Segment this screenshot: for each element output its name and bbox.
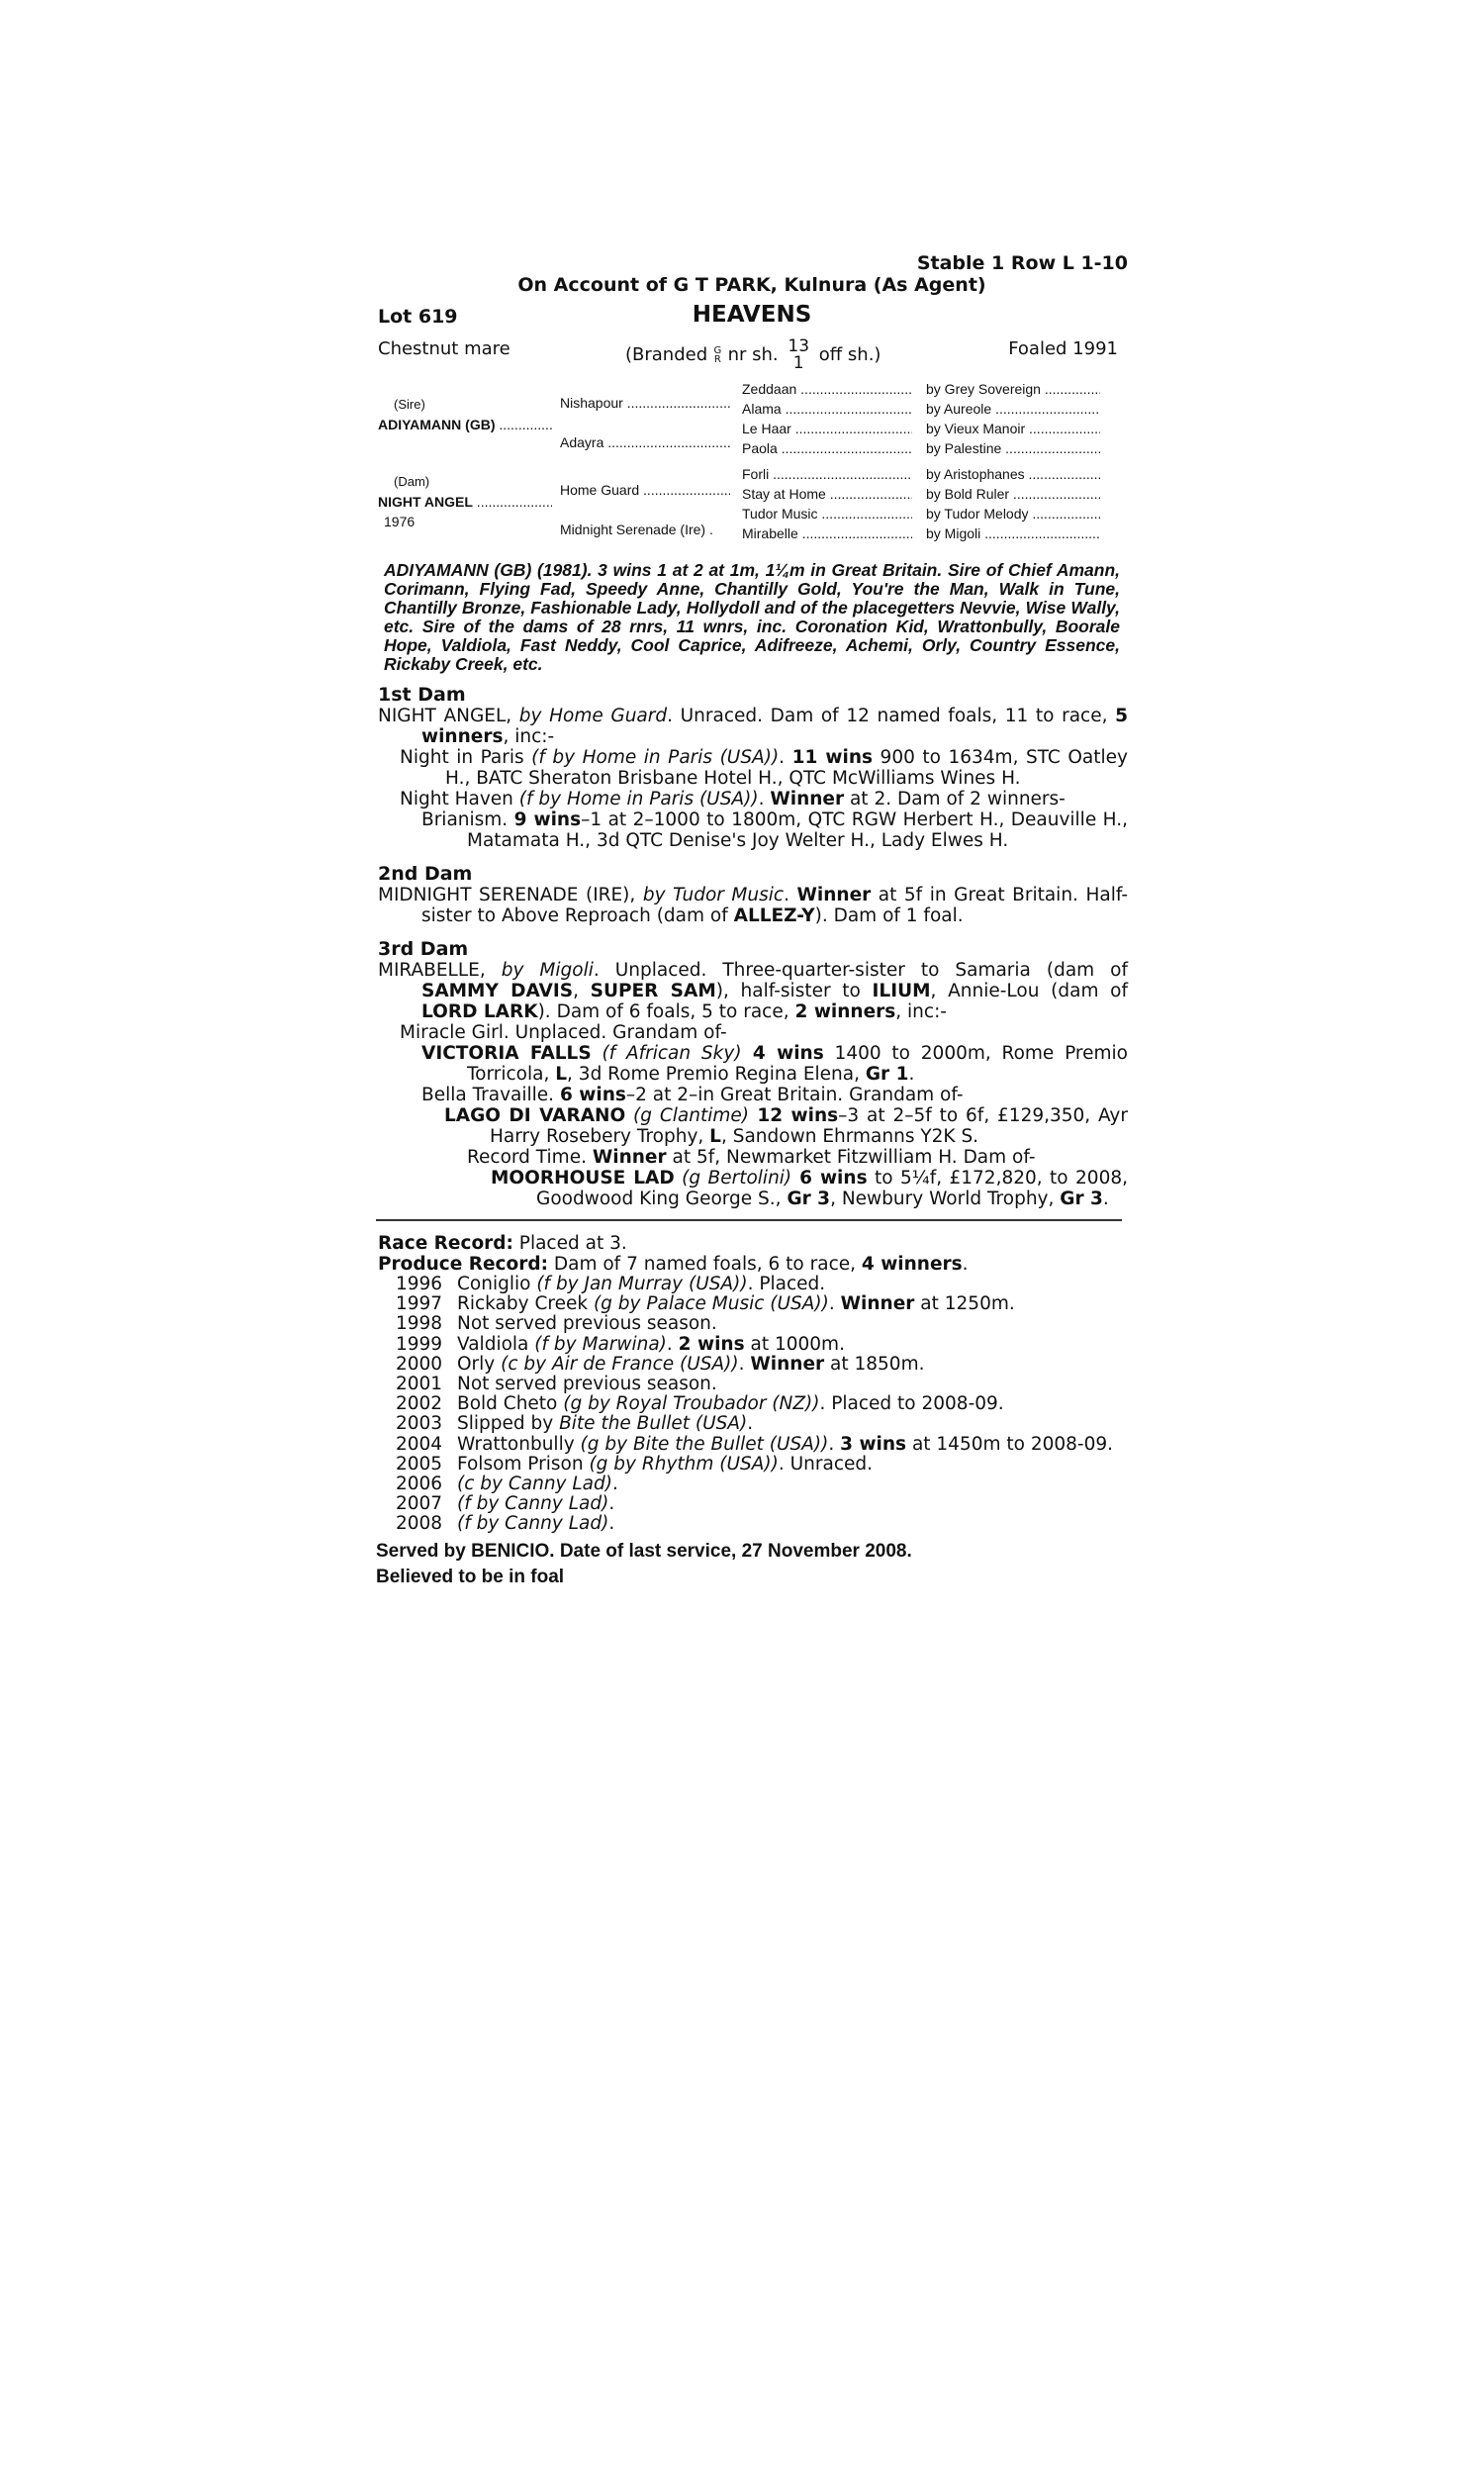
black-type-name: ALLEZ-Y [733,905,815,926]
b1-name: by Grey Sovereign [926,381,1041,397]
produce-record-label: Produce Record: [378,1254,548,1275]
sire-name-cell [378,417,554,432]
dot-leader [798,525,912,541]
first-dam-heading: 1st Dam [378,684,466,706]
dam-summary: ), half-sister to [715,981,873,1001]
punct: . [908,1064,915,1085]
sire-dam-cell [560,434,730,450]
g1-cell [742,381,912,397]
dot-leader [1009,486,1100,502]
foal-name: Bold Cheto [457,1393,564,1415]
dot-leader [1041,381,1100,397]
dam-summary: ). Dam of 6 foals, 5 to race, [537,1001,795,1022]
third-dam-text [376,960,1128,1022]
g6-name: Stay at Home [742,486,826,502]
wins: 11 wins [791,747,874,768]
wins: 12 wins [749,1105,839,1126]
dam-name-cell [378,494,552,510]
winners-count: 4 winners [861,1254,963,1275]
dot-leader [495,417,554,432]
third-dam-heading: 3rd Dam [378,938,469,960]
foal-wins: 3 wins [840,1433,907,1455]
group-race: Gr 3 [787,1189,831,1209]
offspring-record: , 3d Rome Premio Regina Elena, [567,1064,866,1085]
dam-sire-text: by Tudor Music [642,885,785,905]
offspring-sire: (f by Home in Paris (USA)) [518,789,759,809]
foal-name: Rickaby Creek [457,1293,594,1315]
foal-record: . [738,1353,751,1375]
race-record-label: Race Record: [378,1233,513,1254]
produce-row [396,1394,1128,1414]
foal-sire: (g by Rhythm (USA)) [589,1453,779,1475]
dam-summary: at 5f in Great Britain. Half-sister to Above Reproach (dam of [421,885,1129,926]
offspring-sire: (f African Sky) [591,1043,742,1064]
offspring-name: Night Haven [400,789,519,809]
foal-year: 1999 [396,1333,443,1355]
dam-year: 1976 [384,514,416,529]
brand-description [625,338,881,372]
brand-numerator: 13 [788,336,810,356]
foal-year: 2004 [396,1433,443,1455]
offspring-name: Brianism. [421,809,514,830]
second-dam-text [376,885,1128,926]
foal-sire: Bite the Bullet (USA) [559,1413,748,1435]
g4-name: Paola [742,440,778,456]
foal-record: . Placed. [747,1274,826,1294]
lot-number: Lot 619 [378,306,458,328]
dam-summary: . Unplaced. Three-quarter-sister to Samaria (dam of [593,960,1129,981]
dot-leader [1025,466,1100,482]
brand-fraction [788,338,809,372]
winners-count: 2 winners [794,1001,896,1022]
produce-row [396,1494,1128,1514]
black-type-name: LORD LARK [421,1001,538,1022]
offspring-entry [376,809,1128,851]
dam-sire: Home Guard [560,482,640,498]
b4-cell [926,440,1100,456]
second-dam-heading: 2nd Dam [378,863,473,885]
foal-name: Coniglio [457,1274,537,1294]
b1-cell [926,381,1100,397]
g7-cell [742,506,912,522]
g8-name: Mirabelle [742,525,798,541]
offspring-record: 1400 to 2000m, Rome Premio Torricola, [467,1043,1128,1085]
b6-cell [926,486,1100,502]
foal-year: 1998 [396,1313,443,1335]
served-by: Served by BENICIO. Date of last service, 27 November 2008. [376,1540,912,1562]
offspring-entry [376,1168,1128,1209]
brand-denominator: 1 [792,353,804,373]
inc-text: , inc:- [895,1001,947,1022]
foal-record: . [611,1474,618,1495]
offspring-sire: (g Clantime) [625,1105,749,1126]
b3-cell [926,421,1100,436]
punct: . [758,789,771,809]
offspring-entry [376,1043,1128,1085]
b4-name: by Palestine [926,440,1002,456]
dam-summary: , Annie-Lou (dam of [930,981,1128,1001]
dot-leader [980,525,1100,541]
brand-prefix: (Branded [625,344,708,365]
punct: . [779,747,792,768]
b8-cell [926,525,1100,541]
foaled-year: Foaled 1991 [1008,338,1118,359]
foal-year: 2001 [396,1374,443,1395]
punct: . [962,1254,969,1275]
foal-year: 1997 [396,1293,443,1315]
offspring-record: –3 at 2–5f to 6f, £129,350, Ayr Harry Rosebery Trophy, [490,1105,1128,1147]
divider-rule [376,1219,1122,1221]
offspring-record: at 5f, Newmarket Fitzwilliam H. Dam of- [666,1147,1036,1168]
produce-record-value: Dam of 7 named foals, 6 to race, [548,1254,862,1275]
g6-cell [742,486,912,502]
foal-year: 1996 [396,1274,443,1294]
produce-row [396,1294,1128,1314]
foal-record: . [608,1513,615,1535]
dot-leader [473,494,552,510]
foal-sire: (c by Air de France (USA)) [501,1353,739,1375]
inc-text: , inc:- [503,726,555,747]
offspring-record: to 5¼f, £172,820, to 2008, Goodwood King George S., [536,1168,1128,1209]
info-line [376,330,1128,373]
sire-sire: Nishapour [560,395,623,411]
offspring-name: Night in Paris [400,747,532,768]
dot-leader [1025,421,1100,436]
produce-row [396,1455,1128,1475]
lot-line [376,302,1128,330]
dot-leader [769,466,912,482]
dot-leader [1029,506,1101,522]
g3-name: Le Haar [742,421,791,436]
wins: Winner [770,789,845,809]
foal-name: Valdiola [457,1333,535,1355]
foal-wins: Winner [840,1293,915,1315]
dam-name-text: NIGHT ANGEL, [378,706,519,726]
foal-sire: (f by Jan Murray (USA)) [536,1274,748,1294]
g2-cell [742,401,912,417]
in-foal-status: Believed to be in foal [376,1566,565,1587]
b5-cell [926,466,1100,482]
offspring-entry: Miracle Girl. Unplaced. Grandam of- [400,1022,727,1043]
race-record-value: Placed at 3. [512,1233,627,1254]
brand-symbol: G R [713,345,722,365]
dot-leader [791,421,912,436]
produce-list [396,1275,1128,1535]
b7-name: by Tudor Melody [926,506,1029,522]
offspring-name: Record Time. [467,1147,593,1168]
foal-name: Slipped by [457,1413,560,1435]
foal-name: Wrattonbully [457,1433,581,1455]
vendor-account: On Account of G T PARK, Kulnura (As Agent) [517,274,986,296]
foal-record: . [666,1333,679,1355]
foal-year: 2005 [396,1453,443,1475]
dam-sire-cell [560,482,730,498]
group-race: Gr 1 [865,1064,909,1085]
wins: Winner [592,1147,667,1168]
foal-year: 2000 [396,1353,443,1375]
offspring-entry [376,1147,1128,1168]
brand-suffix: off sh.) [818,344,881,365]
punct: . [1102,1189,1109,1209]
foal-record: . [747,1413,754,1435]
produce-row [396,1375,1128,1394]
foal-record-end: at 1000m. [744,1333,845,1355]
wins: 4 wins [741,1043,824,1064]
foal-year: 2008 [396,1513,443,1535]
g8-cell [742,525,912,541]
foal-record-end: at 1850m. [824,1353,925,1375]
foal-wins: 2 wins [678,1333,745,1355]
listed-race: L [555,1064,568,1085]
foal-record: . Unraced. [778,1453,874,1475]
foal-name: Not served previous season. [457,1313,717,1335]
dam-label: (Dam) [394,474,430,489]
produce-row [396,1335,1128,1355]
produce-record [378,1254,1128,1275]
foal-sire: (g by Bite the Bullet (USA)) [580,1433,829,1455]
b6-name: by Bold Ruler [926,486,1010,502]
foal-year: 2003 [396,1413,443,1435]
foal-year: 2007 [396,1493,443,1515]
offspring-sire: (g Bertolini) [674,1168,792,1189]
black-type-name: ILIUM [872,981,931,1001]
g3-cell [742,421,912,436]
foal-record: . [608,1493,615,1515]
sire-dam: Adayra [560,434,604,450]
g2-name: Alama [742,401,782,417]
first-dam-text [376,706,1128,747]
foal-name: Orly [457,1353,502,1375]
g1-name: Zeddaan [742,381,797,397]
dot-leader [603,434,730,450]
black-type-name: SAMMY DAVIS [421,981,574,1001]
dot-leader [623,395,730,411]
black-type-name: LAGO DI VARANO [444,1105,626,1126]
group-race: Gr 3 [1060,1189,1103,1209]
offspring-entry [376,747,1128,789]
foal-sire: (f by Marwina) [534,1333,667,1355]
g4-cell [742,440,912,456]
brand-mid: nr sh. [727,344,779,365]
produce-row [396,1275,1128,1294]
wins: 6 wins [791,1168,868,1189]
b5-name: by Aristophanes [926,466,1025,482]
wins: 9 wins [513,809,582,830]
dot-leader [1001,440,1100,456]
foal-sire: (f by Canny Lad) [457,1493,609,1515]
b2-cell [926,401,1100,417]
b8-name: by Migoli [926,525,981,541]
produce-row [396,1414,1128,1434]
foal-year: 2002 [396,1393,443,1415]
winners-count: 5 winners [421,706,1128,747]
foal-name: Folsom Prison [457,1453,590,1475]
offspring-record: at 2. Dam of 2 winners- [844,789,1066,809]
offspring-entry [376,1085,1128,1105]
offspring-record: , Newbury World Trophy, [830,1189,1061,1209]
punct: . [784,885,797,905]
dot-leader [796,381,912,397]
produce-row [396,1314,1128,1334]
offspring-sire: (f by Home in Paris (USA)) [531,747,780,768]
offspring-record: –2 at 2–in Great Britain. Grandam of- [625,1085,964,1105]
punct: , [573,981,591,1001]
dot-leader [778,440,912,456]
sire-sire-cell [560,395,730,411]
dot-leader [782,401,912,417]
foal-name: Not served previous season. [457,1374,717,1395]
wins: Winner [796,885,872,905]
offspring-record: , Sandown Ehrmanns Y2K S. [720,1126,979,1147]
black-type-name: VICTORIA FALLS [421,1043,592,1064]
dot-leader [826,486,912,502]
foal-record: . [828,1293,841,1315]
stable-location: Stable 1 Row L 1-10 [916,252,1128,274]
colour-sex: Chestnut mare [378,338,510,359]
dam-sire-text: by Migoli [501,960,594,981]
dot-leader [818,506,912,522]
pedigree-table [376,377,1128,553]
dam-summary-end: ). Dam of 1 foal. [814,905,964,926]
dot-leader [639,482,730,498]
b3-name: by Vieux Manoir [926,421,1026,436]
race-record [378,1233,1128,1254]
dot-leader [991,401,1100,417]
dam-name: NIGHT ANGEL [378,494,473,510]
foal-sire: (f by Canny Lad) [457,1513,609,1535]
foal-wins: Winner [750,1353,825,1375]
black-type-name: SUPER SAM [590,981,716,1001]
foal-record-end: at 1450m to 2008-09. [906,1433,1114,1455]
b2-name: by Aureole [926,401,992,417]
foal-year: 2006 [396,1474,443,1495]
sire-name: ADIYAMANN (GB) [378,417,496,432]
black-type-name: MOORHOUSE LAD [491,1168,675,1189]
produce-row [396,1514,1128,1534]
dam-name-text: MIRABELLE, [378,960,502,981]
foal-record: . [828,1433,841,1455]
horse-name: HEAVENS [692,302,812,328]
sire-label: (Sire) [394,397,425,412]
wins: 6 wins [559,1085,626,1105]
offspring-name: Bella Travaille. [421,1085,560,1105]
offspring-record: –1 at 2–1000 to 1800m, QTC RGW Herbert H., Deauville H., Matamata H., 3d QTC Denise's Joy Welter H., Lady Elwes H. [467,809,1128,851]
dam-dam: Midnight Serenade (Ire) . [560,522,713,537]
sire-summary: ADIYAMANN (GB) (1981). 3 wins 1 at 2 at 1m, 1¼m in Great Britain. Sire of Chief Amann, Corimann, Flying Fad, Speedy Anne, Chantilly Gold, You're the Man, Walk in Tune, Chantilly Bronze, Fashionable Lady, Hollydoll and of the placegetters Nevvie, Wise Wally, etc. Sire of the dams of 28 rnrs, 11 wnrs, inc. Coronation Kid, Wrattonbully, Boorale Hope, Valdiola, Fast Neddy, Cool Caprice, Adifreeze, Achemi, Orly, Country Essence, Rickaby Creek, etc. [384,560,1120,674]
foal-record-end: at 1250m. [914,1293,1015,1315]
offspring-record: 900 to 1634m, STC Oatley H., BATC Sheraton Brisbane Hotel H., QTC McWilliams Wines H. [445,747,1128,789]
offspring-entry [376,1105,1128,1147]
dam-summary: . Unraced. Dam of 12 named foals, 11 to race, [667,706,1116,726]
g5-name: Forli [742,466,770,482]
foal-sire: (g by Royal Troubador (NZ)) [563,1393,820,1415]
g7-name: Tudor Music [742,506,818,522]
produce-row [396,1475,1128,1494]
offspring-entry [376,789,1128,809]
listed-race: L [709,1126,721,1147]
foal-record: . Placed to 2008-09. [819,1393,1004,1415]
g5-cell [742,466,912,482]
dam-name-text: MIDNIGHT SERENADE (IRE), [378,885,643,905]
dam-sire-text: by Home Guard [518,706,668,726]
produce-row [396,1355,1128,1375]
produce-row [396,1435,1128,1455]
foal-sire: (g by Palace Music (USA)) [593,1293,829,1315]
b7-cell [926,506,1100,522]
foal-sire: (c by Canny Lad) [457,1474,612,1495]
catalogue-page [376,252,1128,1590]
